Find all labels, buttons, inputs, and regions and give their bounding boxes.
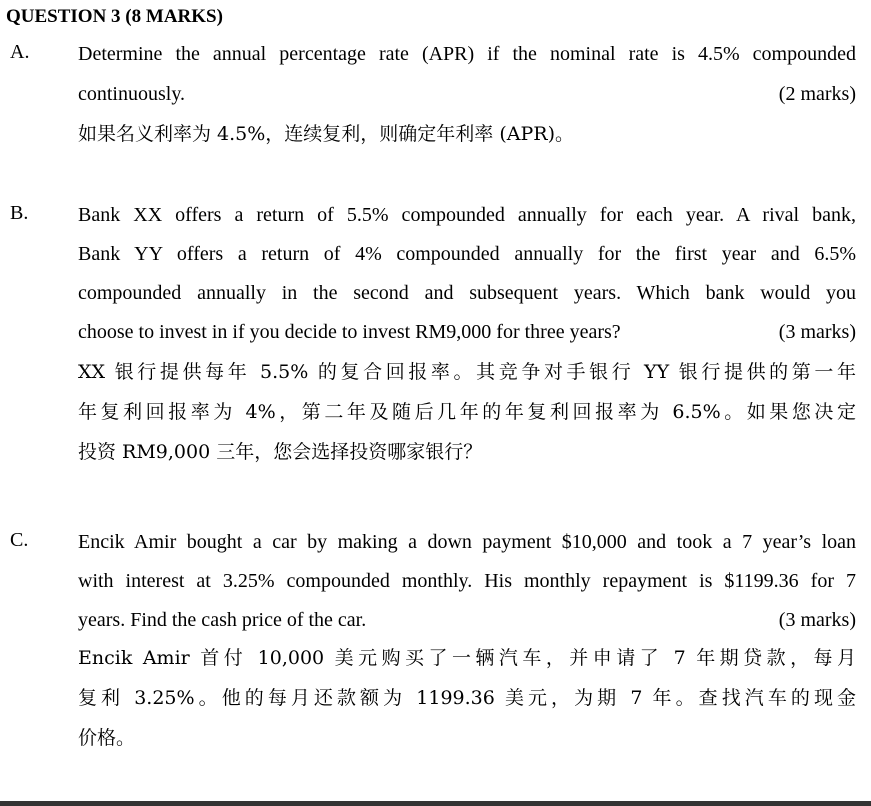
bottom-divider: [0, 801, 871, 806]
part-c-last-line: [78, 607, 856, 633]
part-b-text-line: compounded annually in the second and subsequent years. Which bank would you: [78, 282, 856, 304]
part-c-chinese-line: 复利 3.25%。他的每月还款额为 1199.36 美元，为期 7 年。查找汽车的现金: [78, 687, 856, 709]
part-b-letter: B.: [10, 202, 29, 224]
part-a-chinese-line: 如果名义利率为 4.5%，连续复利，则确定年利率 (APR)。: [78, 123, 574, 145]
part-b-text-line: Bank XX offers a return of 5.5% compounded annually for each year. A rival bank,: [78, 204, 856, 226]
part-a-letter: A.: [10, 41, 30, 63]
part-a-last-line: [78, 81, 856, 107]
part-c-text-line: Encik Amir bought a car by making a down payment $10,000 and took a 7 year’s loan: [78, 531, 856, 553]
part-b-chinese-line: 年复利回报率为 4%，第二年及随后几年的年复利回报率为 6.5%。如果您决定: [78, 401, 856, 423]
part-c-chinese-line: 价格。: [78, 727, 136, 749]
part-b-chinese-line: 投资 RM9,000 三年，您会选择投资哪家银行？: [78, 441, 483, 463]
part-c-text-line: years. Find the cash price of the car.: [78, 609, 367, 631]
part-c-chinese-line: Encik Amir 首付 10,000 美元购买了一辆汽车，并申请了 7 年期贷款，每月: [78, 647, 856, 669]
part-b-text-line: choose to invest in if you decide to invest RM9,000 for three years?: [78, 321, 621, 343]
part-a-marks: (2 marks): [778, 83, 856, 105]
part-b-marks: (3 marks): [778, 321, 856, 343]
part-b-chinese-line: XX 银行提供每年 5.5% 的复合回报率。其竞争对手银行 YY 银行提供的第一年: [78, 361, 856, 383]
part-b-last-line: [78, 319, 856, 345]
part-c-marks: (3 marks): [778, 609, 856, 631]
part-a-text-line: Determine the annual percentage rate (APR) if the nominal rate is 4.5% compounded: [78, 43, 856, 65]
part-c-letter: C.: [10, 529, 29, 551]
part-a-text-line: continuously.: [78, 83, 186, 105]
part-c-text-line: with interest at 3.25% compounded monthly. His monthly repayment is $1199.36 for 7: [78, 570, 856, 592]
part-b-text-line: Bank YY offers a return of 4% compounded annually for the first year and 6.5%: [78, 243, 856, 265]
question-title: QUESTION 3 (8 MARKS): [6, 6, 223, 27]
